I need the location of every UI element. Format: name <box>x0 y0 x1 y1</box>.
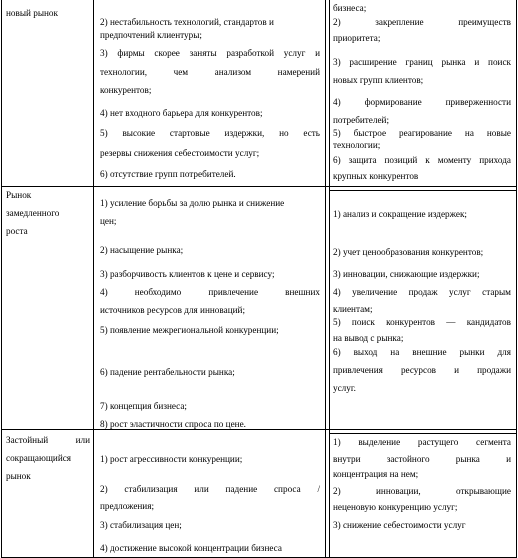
strategy-item: 1) выделение растущего сегмента внутри застойного рынка и концентрация на нем; <box>333 437 511 479</box>
threat-item: 2) нестабильность технологий, стандартов и предпочтений клиентуры; <box>100 17 274 40</box>
threat-item: 4) нет входного барьера для конкурентов; <box>100 108 263 118</box>
threat-item: 2) стабилизация или падение спроса / предложения; <box>100 484 320 511</box>
threat-item: 5) появление межрегиональной конкуренции; <box>100 325 279 335</box>
stage-label: Рынок замедленного роста <box>6 190 60 236</box>
threat-item: 6) падение рентабельности рынка; <box>100 367 235 377</box>
threat-item: 4) достижение высокой концентрации бизнеса <box>100 543 282 553</box>
strategy-item: 6) выход на внешние рынки для привлечения ресурсов и продажи услуг. <box>333 347 511 393</box>
strategy-item: 2) инновации, открывающие неценовую конкуренцию услуг; <box>333 486 511 512</box>
threat-item: 4) необходимо привлечение внешних источников ресурсов для инноваций; <box>100 287 320 315</box>
strategy-item: 6) защита позиций к моменту прихода крупных конкурентов <box>333 155 511 181</box>
strategy-item: 4) увеличение продаж услуг старым клиентам; <box>333 287 511 314</box>
threat-item: 2) насыщение рынка; <box>100 245 184 255</box>
threat-item: 3) стабилизация цен; <box>100 520 182 530</box>
threat-item: 1) рост агрессивности конкуренции; <box>100 454 243 464</box>
threat-item: 6) отсутствие групп потребителей. <box>100 169 236 179</box>
threat-item: 1) усиление борьбы за долю рынка и снижение цен; <box>100 198 285 226</box>
strategy-item: 5) поиск конкурентов — кандидатов на вывод с рынка; <box>333 317 511 343</box>
strategy-item: 3) снижение себестоимости услуг <box>333 520 466 530</box>
threat-item: 3) разборчивость клиентов к цене и сервису; <box>100 269 275 279</box>
table-border-right <box>516 0 517 558</box>
threat-item: 7) концепция бизнеса; <box>100 401 187 411</box>
row-separator-2b <box>329 433 517 434</box>
row-separator-1b <box>329 190 517 191</box>
strategy-item: 2) учет ценообразования конкурентов; <box>333 247 484 257</box>
threat-item: 8) рост эластичности спроса по цене. <box>100 419 246 429</box>
threat-item: 3) фирмы скорее заняты разработкой услуг и технологии, чем анализом намерений конкурентов; <box>100 48 320 95</box>
strategy-item: 3) расширение границ рынка и поиск новых групп клиентов; <box>333 57 511 85</box>
strategy-item: 4) формирование приверженности потребителей; <box>333 97 511 125</box>
threat-item: 5) высокие стартовые издержки, но есть резервы снижения себестоимости услуг; <box>100 128 320 158</box>
strategy-item: 2) закрепление преимуществ приоритета; <box>333 17 511 43</box>
table-border-col1 <box>93 0 94 558</box>
row-separator-2 <box>1 429 517 430</box>
table-border-col2 <box>325 0 326 558</box>
stage-label: новый рынок <box>6 8 58 18</box>
table-border-left <box>1 0 2 558</box>
table-border-col2b <box>329 0 330 558</box>
strategy-item: бизнеса; <box>333 3 367 13</box>
strategy-item: 1) анализ и сокращение издержек; <box>333 209 467 219</box>
stage-label: Застойный или сокращающийся рынок <box>6 435 90 481</box>
row-separator-1 <box>1 186 517 187</box>
strategy-item: 5) быстрое реагирование на новые технологии; <box>333 128 511 150</box>
strategy-item: 3) инновации, снижающие издержки; <box>333 269 480 279</box>
